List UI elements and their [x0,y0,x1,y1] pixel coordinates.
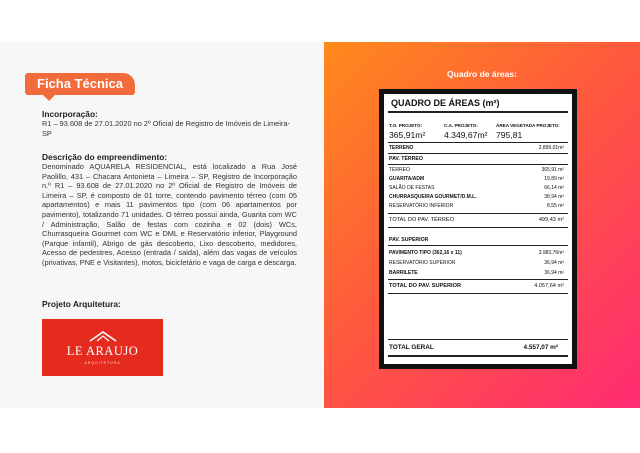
le-araujo-logo [42,319,163,376]
divider [388,293,568,294]
incorporacao-text: R1 – 93.608 de 27.01.2020 no 2º Oficial de Registro de Imóveis de Limeira-SP [42,119,290,138]
row-label: TÉRREO [389,167,410,173]
terreno-value: 2.899,01m² [538,145,564,151]
superior-total-value: 4.057,64 m² [534,283,564,289]
col-ca-value: 4.349,67m² [444,130,488,140]
terreo-heading: PAV. TÉRREO [389,156,423,162]
divider [388,339,568,340]
incorporacao-section [42,109,297,138]
total-geral-label: TOTAL GERAL [389,344,434,351]
col-area-label: ÁREA VEGETADA PROJETO: [496,123,560,128]
terreno-label: TERRENO [389,145,414,151]
descricao-section [42,152,297,268]
row-value: 38,94 m² [544,194,564,200]
col-area-value: 795,81 [496,130,523,140]
divider [388,142,568,143]
total-geral-value: 4.557,07 m² [523,344,558,351]
ficha-tecnica-badge [25,73,135,95]
row-label: CHURRASQUEIRA GOURMET/D.M.L. [389,194,477,200]
divider [388,279,568,280]
divider [388,153,568,154]
row-value: 19,89 m² [544,176,564,182]
row-label: PAVIMENTO TIPO (362,16 x 11) [389,250,462,256]
row-value: 3.983,76m² [538,250,564,256]
projeto-heading: Projeto Arquitetura: [42,299,121,309]
row-label: GUARITA/ADM [389,176,425,182]
descricao-heading: Descrição do empreendimento: [42,152,168,162]
row-label: BARRILETE [389,270,418,276]
row-value: 36,94 m² [544,260,564,266]
divider [388,111,568,113]
quadro-table [384,94,572,364]
descricao-text: Denominado AQUARELA RESIDENCIAL, está localizado a Rua José Paolillo, 431 – Chacara Antonieta – Limeira – SP, Registro de Incorporação n.º R1 – 93.608 de 27.01.2020 no 2º Oficial de Registro de Imóveis de Limeira – SP, é composto de 01 torre, contendo pavimento térreo (com 05 apartamentos) e mais 11 pavimentos tipo (com 06 apartamentos por pavimento), totalizando 71 unidades. O térreo possui ainda, Guarita com WC / Administração, Salão de festas com cozinha e 02 (dois) WCs, Churrasqueira Gourmet com WC e DML e Reservatório inferior, Playground (Parque infantil), Abrigo de gás descoberto, Lixo descoberto, medidores, Acesso de pedestres, Acesso (entrada / saida), além das vagas de veículos (privativas, PNE e Visitantes), motos, bicicletário e vaga de carga e descarga. [42,162,297,267]
row-value: 365,91 m² [541,167,564,173]
divider [388,227,568,228]
col-to-value: 365,91m² [389,130,426,140]
row-value: 36,94 m² [544,270,564,276]
badge-label: Ficha Técnica [37,76,123,91]
row-label: RESERVATÓRIO SUPERIOR [389,260,456,266]
row-value: 66,14 m² [544,185,564,191]
right-panel [324,42,640,408]
projeto-section [42,299,297,309]
col-ca-label: C.A. PROJETO: [444,123,478,128]
table-heading: QUADRO DE ÁREAS (m²) [391,98,500,108]
row-label: SALÃO DE FESTAS [389,185,435,191]
incorporacao-heading: Incorporação: [42,109,98,119]
terreo-total-label: TOTAL DO PAV. TÉRREO [389,217,454,223]
divider [388,213,568,214]
superior-heading: PAV. SUPERIOR [389,237,429,243]
logo-roof-icon [88,328,118,342]
superior-total-label: TOTAL DO PAV. SUPERIOR [389,283,462,289]
logo-name: LE ARAUJO [66,344,139,358]
terreo-total-value: 499,43 m² [538,217,564,223]
row-value: 8,55 m² [547,203,564,209]
divider [388,355,568,357]
quadro-title: Quadro de áreas: [447,69,517,79]
row-label: RESERVATÓRIO INFERIOR [389,203,454,209]
divider [388,164,568,165]
logo-subtitle: ARQUITETURA [84,361,121,365]
divider [388,245,568,246]
col-to-label: T.O. PROJETO: [389,123,423,128]
quadro-sheet [379,89,577,369]
